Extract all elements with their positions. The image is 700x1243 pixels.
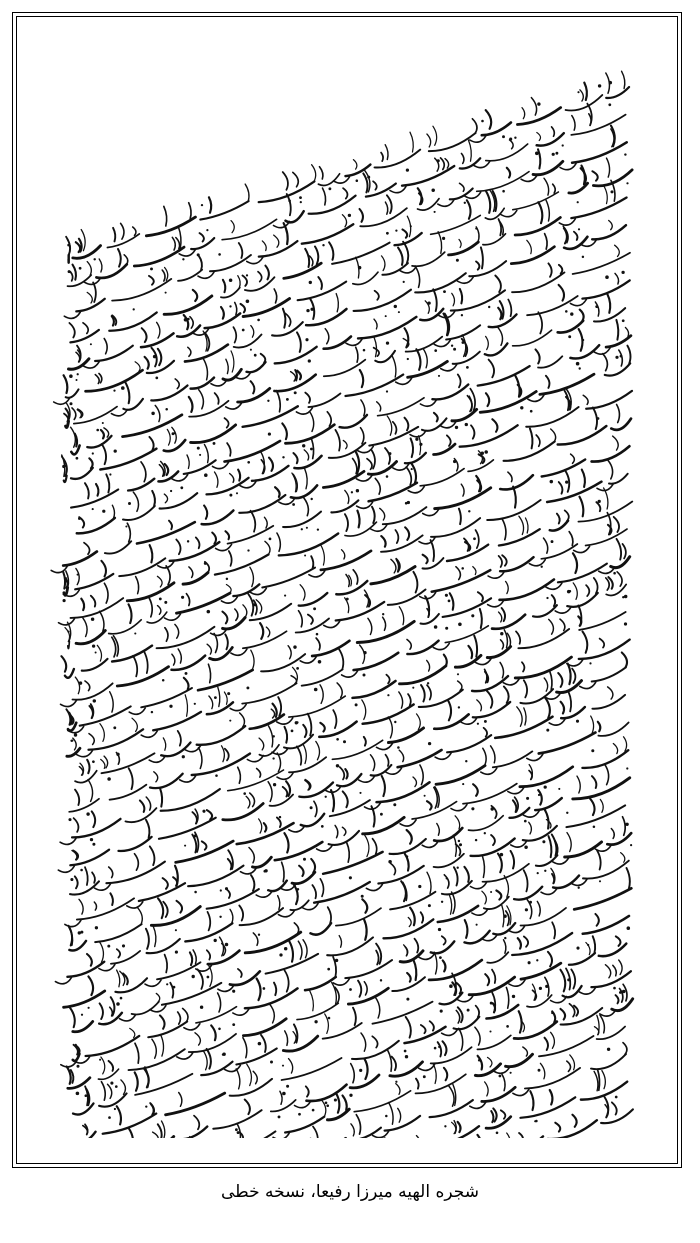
handwriting-strokes <box>51 71 633 1162</box>
figure-caption: شجره الهیه میرزا رفیعا، نسخه خطی <box>221 1182 479 1202</box>
manuscript-image <box>18 18 676 1162</box>
